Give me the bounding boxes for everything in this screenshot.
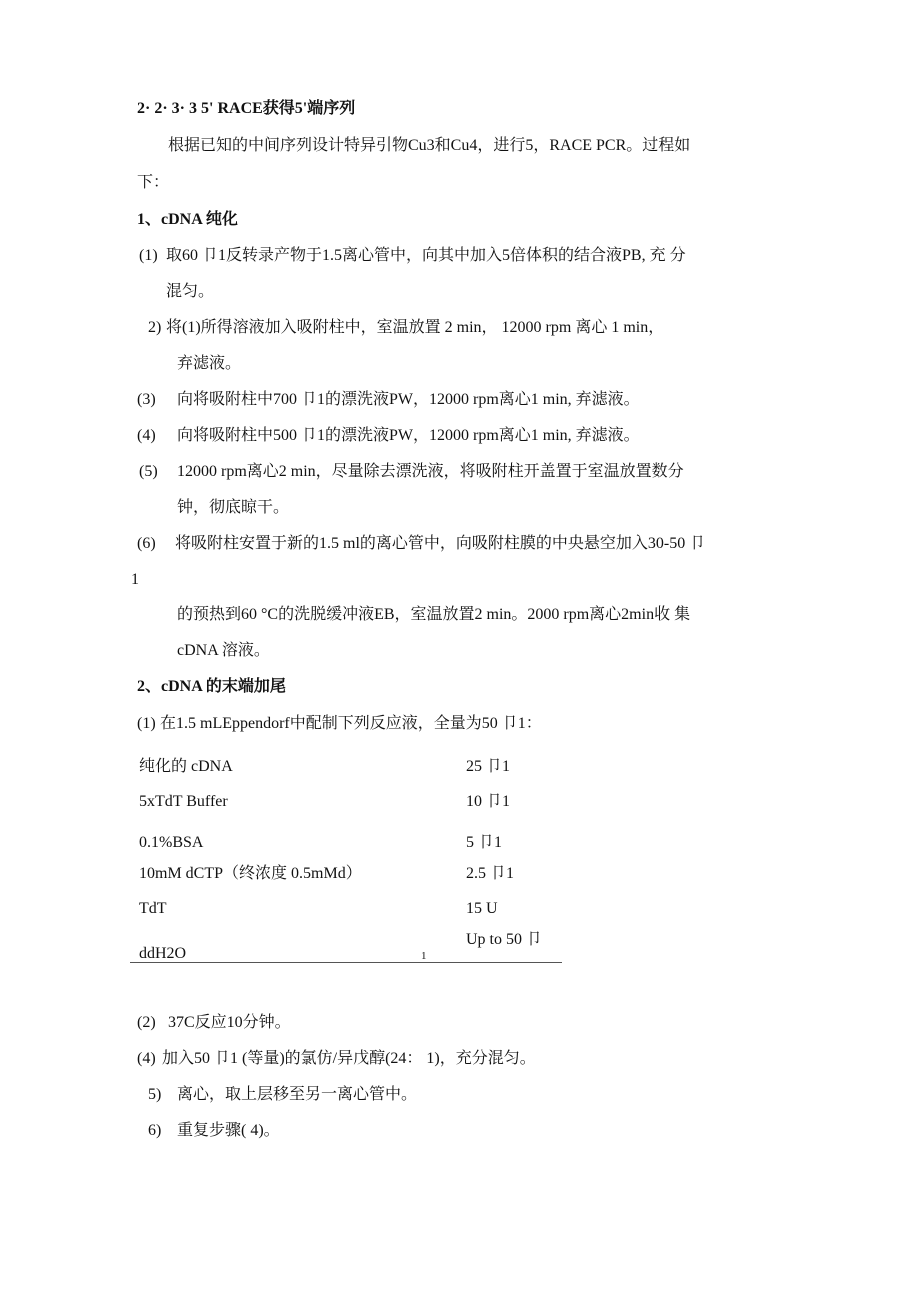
step-label: (1) xyxy=(139,247,158,264)
step-text: 重复步骤( 4)。 xyxy=(177,1122,280,1139)
step-label: (4) xyxy=(137,1050,156,1067)
step-text: 向将吸附柱中700 卩1的漂洗液PW，12000 rpm离心1 min, 弃滤液。 xyxy=(177,391,640,408)
step-label: (6) xyxy=(137,535,156,552)
step-label: 6) xyxy=(148,1122,162,1139)
reagent-name: 10mM dCTP（终浓度 0.5mMd） xyxy=(139,865,362,882)
step-text: 37C反应10分钟。 xyxy=(168,1014,291,1031)
step-label: 2) xyxy=(148,319,162,336)
step-label: (2) xyxy=(137,1014,156,1031)
reagent-amount: 25 卩1 xyxy=(466,758,511,775)
step-label: (3) xyxy=(137,391,156,408)
step-text: 混匀。 xyxy=(166,283,215,300)
reagent-amount: 5 卩1 xyxy=(466,834,503,851)
reagent-name: 纯化的 cDNA xyxy=(139,758,233,775)
step-text: 弃滤液。 xyxy=(177,355,242,372)
reagent-name: 5xTdT Buffer xyxy=(139,793,228,810)
table-bottom-rule xyxy=(130,962,562,963)
step-label: 5) xyxy=(148,1086,162,1103)
section-title: 2· 2· 3· 3 5' RACE获得5'端序列 xyxy=(137,100,356,117)
reagent-name: 0.1%BSA xyxy=(139,834,204,851)
part1-heading: 1、cDNA 纯化 xyxy=(137,211,238,228)
step-text: 12000 rpm离心2 min，尽量除去漂洗液，将吸附柱开盖置于室温放置数分 xyxy=(177,463,684,480)
step-label: (5) xyxy=(139,463,158,480)
step-label: (4) xyxy=(137,427,156,444)
step-text: 向将吸附柱中500 卩1的漂洗液PW，12000 rpm离心1 min, 弃滤液。 xyxy=(177,427,640,444)
reagent-amount: 10 卩1 xyxy=(466,793,511,810)
step-text: 的预热到60 °C的洗脱缓冲液EB，室温放置2 min。2000 rpm离心2min收 集 xyxy=(177,606,691,623)
step-text: 1 xyxy=(131,571,139,588)
step-text: 在1.5 mLEppendorf中配制下列反应液，全量为50 卩1： xyxy=(160,715,542,732)
step-text: cDNA 溶液。 xyxy=(177,642,270,659)
step-text: 钟，彻底晾干。 xyxy=(177,499,290,516)
reagent-name: TdT xyxy=(139,900,167,917)
step-text: 将(1)所得溶液加入吸附柱中，室温放置 2 min， 12000 rpm 离心 1 min， xyxy=(166,319,665,336)
step-label: (1) xyxy=(137,715,156,732)
step-text: 取60 卩1反转录产物于1.5离心管中，向其中加入5倍体积的结合液PB, 充 分 xyxy=(166,247,686,264)
part2-heading: 2、cDNA 的末端加尾 xyxy=(137,678,286,695)
step-text: 离心，取上层移至另一离心管中。 xyxy=(177,1086,418,1103)
reagent-amount-tail: 1 xyxy=(421,950,427,962)
reagent-name: ddH2O xyxy=(139,945,187,962)
reagent-amount: 15 U xyxy=(466,900,498,917)
intro-line-1: 根据已知的中间序列设计特异引物Cu3和Cu4，进行5，RACE PCR。过程如 xyxy=(168,137,691,154)
step-text: 将吸附柱安置于新的1.5 ml的离心管中，向吸附柱膜的中央悬空加入30-50 卩 xyxy=(175,535,706,552)
intro-line-2: 下： xyxy=(137,174,170,191)
reagent-amount: Up to 50 卩 xyxy=(466,931,543,948)
reagent-amount: 2.5 卩1 xyxy=(466,865,515,882)
step-text: 加入50 卩1 (等量)的氯仿/异戊醇(24： 1)，充分混匀。 xyxy=(162,1050,536,1067)
